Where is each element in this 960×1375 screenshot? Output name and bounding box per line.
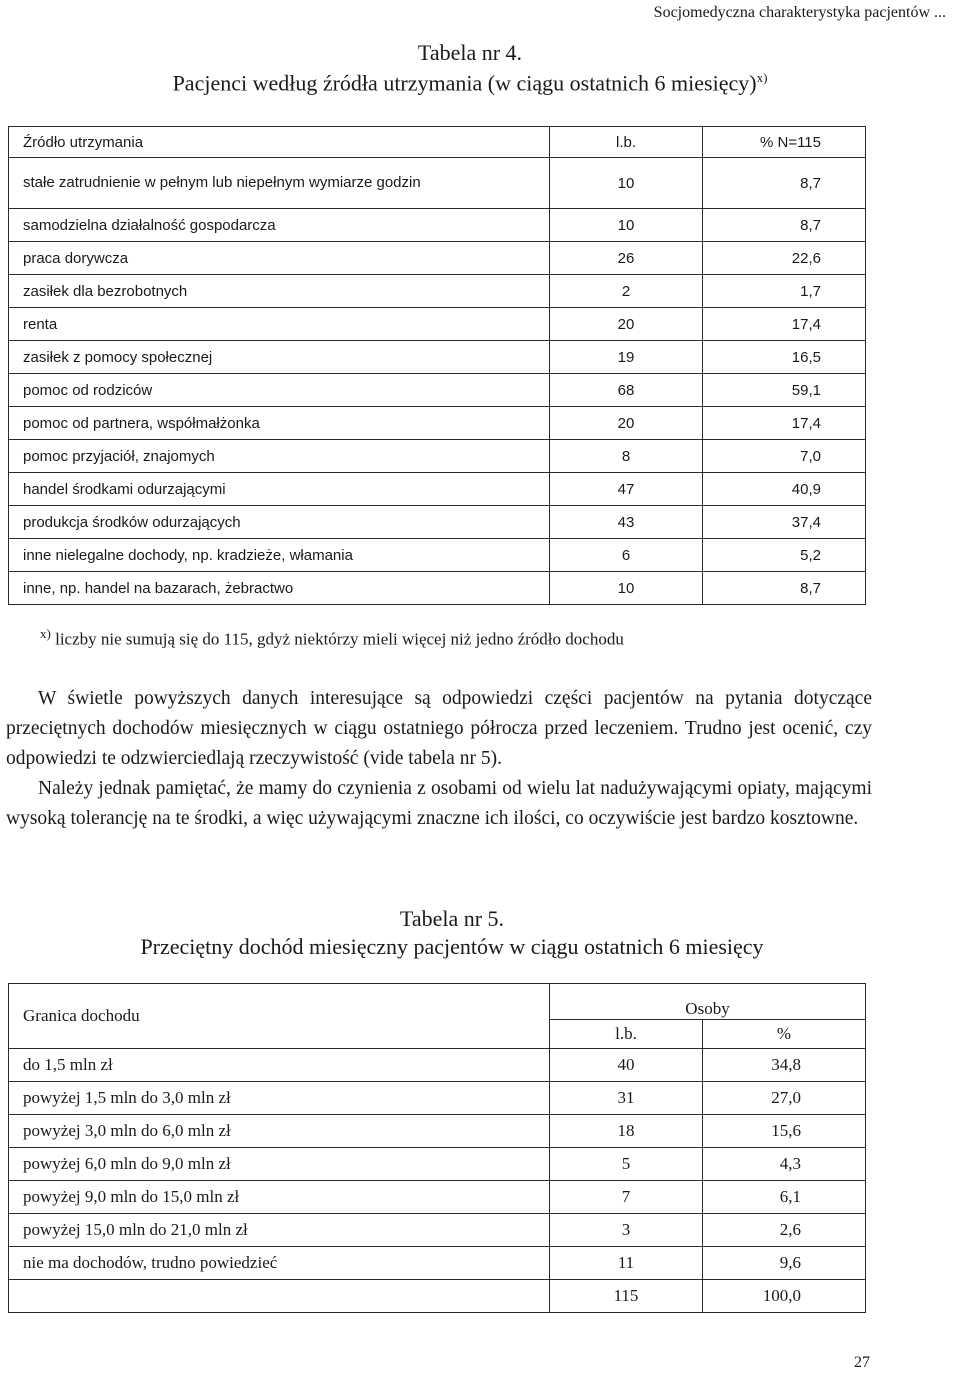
row-count: 19 — [550, 341, 703, 374]
table-row — [9, 1115, 866, 1148]
row-count: 43 — [550, 506, 703, 539]
row-label: powyżej 3,0 mln do 6,0 mln zł — [9, 1115, 550, 1148]
table4-header-row — [9, 127, 866, 158]
row-pct: 1,7 — [703, 275, 866, 308]
row-label: pomoc od rodziców — [9, 374, 550, 407]
row-pct: 4,3 — [703, 1148, 866, 1181]
row-label — [9, 1280, 550, 1313]
row-label: praca dorywcza — [9, 242, 550, 275]
table4-title — [0, 70, 950, 96]
footnote-mark: x) — [40, 626, 51, 641]
table4-header-count: l.b. — [550, 127, 703, 158]
table5-number: Tabela nr 5. — [399, 906, 505, 931]
table-row — [9, 1247, 866, 1280]
table-row — [9, 308, 866, 341]
table5-header-persons: Osoby — [550, 984, 866, 1020]
row-label: zasiłek z pomocy społecznej — [9, 341, 550, 374]
table-row — [9, 1082, 866, 1115]
footnote-text: liczby nie sumują się do 115, gdyż niektórzy mieli więcej niż jedno źródło dochodu — [55, 629, 624, 649]
table-row — [9, 1148, 866, 1181]
row-label: zasiłek dla bezrobotnych — [9, 275, 550, 308]
row-pct: 100,0 — [703, 1280, 866, 1313]
row-label: pomoc od partnera, współmałżonka — [9, 407, 550, 440]
row-pct: 8,7 — [703, 158, 866, 209]
table-row — [9, 1181, 866, 1214]
table-row — [9, 473, 866, 506]
page-number: 27 — [854, 1354, 870, 1371]
table-row — [9, 374, 866, 407]
row-count: 68 — [550, 374, 703, 407]
table-row — [9, 275, 866, 308]
row-count: 10 — [550, 158, 703, 209]
table-total-row — [9, 1280, 866, 1313]
table-row — [9, 440, 866, 473]
row-count: 26 — [550, 242, 703, 275]
row-count: 7 — [550, 1181, 703, 1214]
row-label: inne, np. handel na bazarach, żebractwo — [9, 572, 550, 605]
table-row — [9, 242, 866, 275]
paragraph: Należy jednak pamiętać, że mamy do czynienia z osobami od wielu lat nadużywającymi opiaty, mającymi wysoką tolerancję na te środki, a więc używającymi znaczne ich ilości, co oczywiście jest bardzo kosztowne. — [6, 778, 872, 829]
row-pct: 15,6 — [703, 1115, 866, 1148]
row-pct: 16,5 — [703, 341, 866, 374]
row-count: 8 — [550, 440, 703, 473]
row-label: stałe zatrudnienie w pełnym lub niepełnym wymiarze godzin — [9, 158, 550, 209]
row-pct: 34,8 — [703, 1049, 866, 1082]
table-row — [9, 506, 866, 539]
table4 — [8, 126, 866, 605]
row-label: powyżej 6,0 mln do 9,0 mln zł — [9, 1148, 550, 1181]
row-count: 47 — [550, 473, 703, 506]
row-pct: 17,4 — [703, 308, 866, 341]
table4-header-pct: % N=115 — [703, 127, 866, 158]
row-pct: 22,6 — [703, 242, 866, 275]
row-count: 40 — [550, 1049, 703, 1082]
row-count: 115 — [550, 1280, 703, 1313]
body-text — [6, 684, 872, 834]
row-count: 6 — [550, 539, 703, 572]
row-pct: 5,2 — [703, 539, 866, 572]
table4-title-footnote-mark: x) — [756, 70, 768, 85]
row-pct: 9,6 — [703, 1247, 866, 1280]
row-pct: 27,0 — [703, 1082, 866, 1115]
row-pct: 8,7 — [703, 572, 866, 605]
row-pct: 6,1 — [703, 1181, 866, 1214]
table4-number: Tabela nr 4. — [417, 40, 523, 65]
running-header: Socjomedyczna charakterystyka pacjentów ... — [653, 4, 946, 21]
row-pct: 59,1 — [703, 374, 866, 407]
row-count: 11 — [550, 1247, 703, 1280]
table-row — [9, 1214, 866, 1247]
row-label: inne nielegalne dochody, np. kradzieże, włamania — [9, 539, 550, 572]
paragraph: W świetle powyższych danych interesujące są odpowiedzi części pacjentów na pytania dotyczące przeciętnych dochodów miesięcznych w ciągu ostatniego półrocza przed leczeniem. Trudno jest ocenić, czy odpowiedzi te odzwierciedlają rzeczywistość (vide tabela nr 5). — [6, 688, 872, 769]
row-pct: 8,7 — [703, 209, 866, 242]
table4-header-source: Źródło utrzymania — [9, 127, 550, 158]
row-label: powyżej 1,5 mln do 3,0 mln zł — [9, 1082, 550, 1115]
row-label: do 1,5 mln zł — [9, 1049, 550, 1082]
table-row — [9, 209, 866, 242]
row-pct: 2,6 — [703, 1214, 866, 1247]
table4-footnote — [40, 626, 624, 650]
table-row — [9, 407, 866, 440]
row-count: 2 — [550, 275, 703, 308]
table5-title: Przeciętny dochód miesięczny pacjentów w ciągu ostatnich 6 miesięcy — [140, 934, 764, 959]
row-count: 18 — [550, 1115, 703, 1148]
table-row — [9, 539, 866, 572]
row-label: produkcja środków odurzających — [9, 506, 550, 539]
row-count: 20 — [550, 308, 703, 341]
row-label: powyżej 15,0 mln do 21,0 mln zł — [9, 1214, 550, 1247]
row-count: 20 — [550, 407, 703, 440]
row-label: nie ma dochodów, trudno powiedzieć — [9, 1247, 550, 1280]
row-label: powyżej 9,0 mln do 15,0 mln zł — [9, 1181, 550, 1214]
table-row — [9, 1049, 866, 1082]
table-row — [9, 158, 866, 209]
table5-header-row — [9, 984, 866, 1020]
row-count: 10 — [550, 572, 703, 605]
row-label: renta — [9, 308, 550, 341]
row-label: samodzielna działalność gospodarcza — [9, 209, 550, 242]
table5-header-income: Granica dochodu — [9, 984, 550, 1049]
table5-header-count: l.b. — [550, 1019, 703, 1048]
row-pct: 40,9 — [703, 473, 866, 506]
row-count: 10 — [550, 209, 703, 242]
row-count: 31 — [550, 1082, 703, 1115]
table4-title-text: Pacjenci według źródła utrzymania (w ciągu ostatnich 6 miesięcy) — [172, 70, 757, 96]
row-pct: 7,0 — [703, 440, 866, 473]
row-pct: 37,4 — [703, 506, 866, 539]
table-row — [9, 341, 866, 374]
row-pct: 17,4 — [703, 407, 866, 440]
table-row — [9, 572, 866, 605]
table5 — [8, 983, 866, 1313]
row-label: pomoc przyjaciół, znajomych — [9, 440, 550, 473]
table5-header-pct: % — [703, 1019, 866, 1048]
row-count: 3 — [550, 1214, 703, 1247]
row-count: 5 — [550, 1148, 703, 1181]
row-label: handel środkami odurzającymi — [9, 473, 550, 506]
